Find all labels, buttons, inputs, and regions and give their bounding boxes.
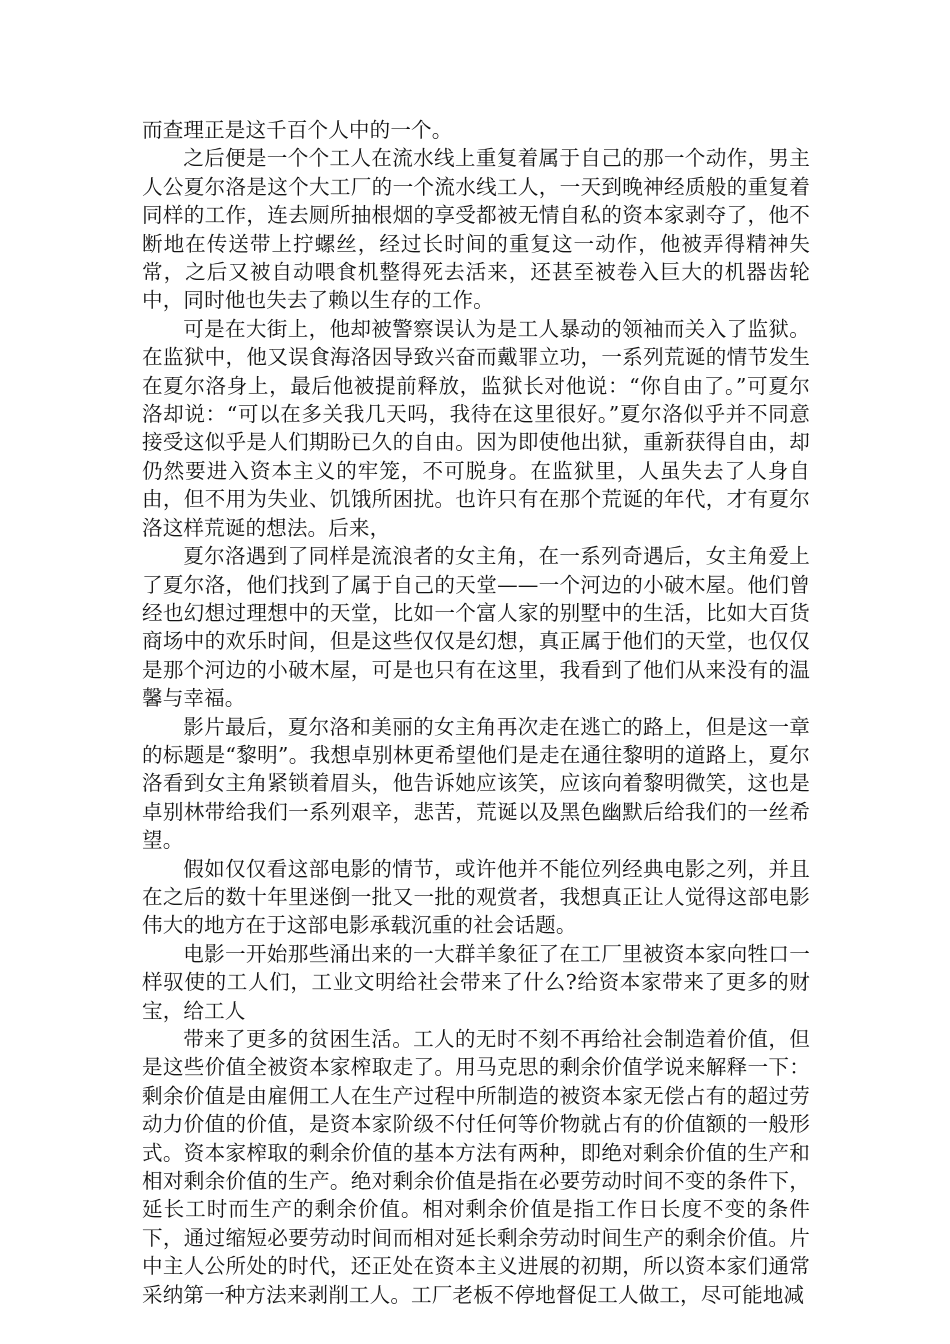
paragraph: 电影一开始那些涌出来的一大群羊象征了在工厂里被资本家向牲口一样驭使的工人们，工业文明给社会带来了什么?给资本家带来了更多的财宝，给工人 [142,941,810,1023]
paragraph: 假如仅仅看这部电影的情节，或许他并不能位列经典电影之列，并且在之后的数十年里迷倒一批又一批的观赏者，我想真正让人觉得这部电影伟大的地方在于这部电影承载沉重的社会话题。 [142,856,810,938]
paragraph: 夏尔洛遇到了同样是流浪者的女主角，在一系列奇遇后，女主角爱上了夏尔洛，他们找到了属于自己的天堂——一个河边的小破木屋。他们曾经也幻想过理想中的天堂，比如一个富人家的别墅中的生活，比如大百货商场中的欢乐时间，但是这些仅仅是幻想，真正属于他们的天堂，也仅仅是那个河边的小破木屋，可是也只有在这里，我看到了他们从来没有的温馨与幸福。 [142,544,810,711]
paragraph: 影片最后，夏尔洛和美丽的女主角再次走在逃亡的路上，但是这一章的标题是“黎明”。我想卓别林更希望他们是走在通往黎明的道路上，夏尔洛看到女主角紧锁着眉头，他告诉她应该笑，应该向着黎明微笑，这也是卓别林带给我们一系列艰辛，悲苦，荒诞以及黑色幽默后给我们的一丝希望。 [142,714,810,853]
paragraph: 之后便是一个个工人在流水线上重复着属于自己的那一个动作，男主人公夏尔洛是这个大工厂的一个流水线工人，一天到晚神经质般的重复着同样的工作，连去厕所抽根烟的享受都被无情自私的资本家剥夺了，他不断地在传送带上拧螺丝，经过长时间的重复这一动作，他被弄得精神失常，之后又被自动喂食机整得死去活来，还甚至被卷入巨大的机器齿轮中，同时他也失去了赖以生存的工作。 [142,146,810,313]
paragraph: 带来了更多的贫困生活。工人的无时不刻不再给社会制造着价值，但是这些价值全被资本家榨取走了。用马克思的剩余价值学说来解释一下：剩余价值是由雇佣工人在生产过程中所制造的被资本家无偿占有的超过劳动力价值的价值，是资本家阶级不付任何等价物就占有的价值额的一般形式。资本家榨取的剩余价值的基本方法有两种，即绝对剩余价值的生产和相对剩余价值的生产。绝对剩余价值是指在必要劳动时间不变的条件下，延长工时而生产的剩余价值。相对剩余价值是指工作日长度不变的条件下，通过缩短必要劳动时间而相对延长剩余劳动时间生产的剩余价值。片中主人公所处的时代，还正处在资本主义进展的初期，所以资本家们通常采纳第一种方法来剥削工人。工厂老板不停地督促工人做工，尽可能地减 [142,1027,810,1307]
paragraph: 可是在大街上，他却被警察误认为是工人暴动的领袖而关入了监狱。在监狱中，他又误食海洛因导致兴奋而戴罪立功，一系列荒诞的情节发生在夏尔洛身上，最后他被提前释放，监狱长对他说：“你自由了。”可夏尔洛却说：“可以在多关我几天吗，我待在这里很好。”夏尔洛似乎并不同意接受这似乎是人们期盼已久的自由。因为即使他出狱，重新获得自由，却仍然要进入资本主义的牢笼，不可脱身。在监狱里，人虽失去了人身自由，但不用为失业、饥饿所困扰。也许只有在那个荒诞的年代，才有夏尔洛这样荒诞的想法。后来， [142,316,810,540]
document-body [142,116,810,1309]
paragraph: 而查理正是这千百个人中的一个。 [142,118,453,142]
